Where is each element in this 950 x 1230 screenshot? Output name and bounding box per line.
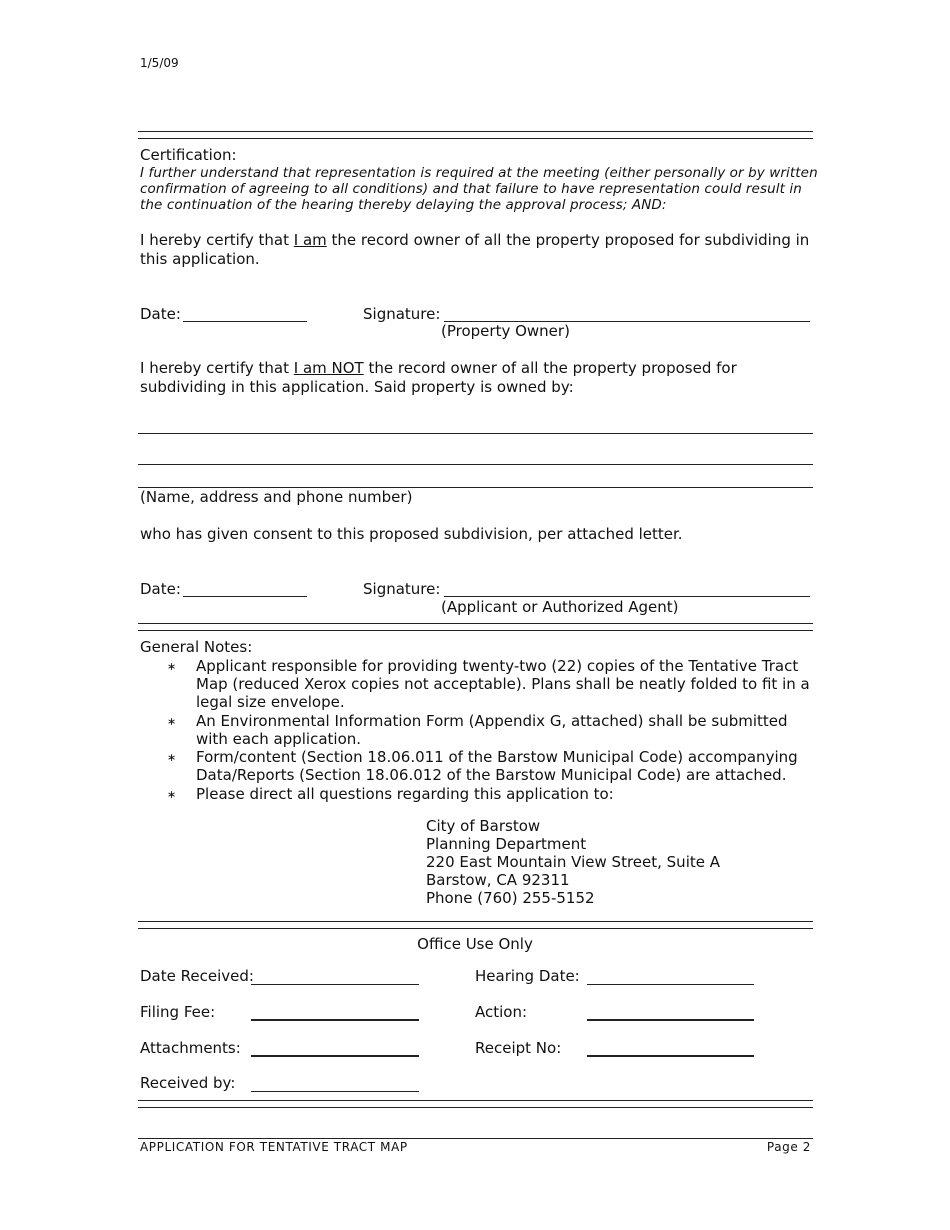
attachments-field[interactable] <box>251 1055 419 1057</box>
hearing-date-field[interactable] <box>587 984 754 985</box>
certification-heading: Certification: <box>140 146 237 164</box>
owner-certify-line2: this application. <box>140 250 260 268</box>
owner-info-line-2[interactable] <box>138 464 813 465</box>
owner-signature-label: Signature: <box>363 305 441 323</box>
owner-certify-prefix: I hereby certify that <box>140 231 294 249</box>
note-item-3: Form/content (Section 18.06.011 of the Barstow Municipal Code) accompanying Data/Reports (Section 18.06.012 of the Barstow Municipal Code) are attached. <box>196 748 798 784</box>
notes-divider <box>138 623 813 631</box>
not-owner-certify-suffix: the record owner of all the property proposed for <box>363 359 737 377</box>
revision-date: 1/5/09 <box>140 56 179 70</box>
attachments-label: Attachments: <box>140 1039 241 1057</box>
owner-info-line-1[interactable] <box>138 433 813 434</box>
owner-date-field[interactable] <box>183 321 307 322</box>
date-received-field[interactable] <box>251 984 419 985</box>
not-owner-certify-line2: subdividing in this application. Said property is owned by: <box>140 378 574 396</box>
contact-phone: Phone (760) 255-5152 <box>426 889 595 907</box>
received-by-field[interactable] <box>251 1091 419 1092</box>
contact-street: 220 East Mountain View Street, Suite A <box>426 853 720 871</box>
top-divider <box>138 131 813 139</box>
owner-certify-suffix: the record owner of all the property proposed for subdividing in <box>326 231 810 249</box>
agent-date-field[interactable] <box>183 596 307 597</box>
action-field[interactable] <box>587 1019 754 1021</box>
office-use-title: Office Use Only <box>417 935 533 953</box>
received-by-label: Received by: <box>140 1074 236 1092</box>
date-received-label: Date Received: <box>140 967 254 985</box>
contact-department: Planning Department <box>426 835 587 853</box>
general-notes-heading: General Notes: <box>140 638 253 656</box>
certification-statement: I further understand that representation is required at the meeting (either personally or by written confirmation of agreeing to all conditions) and that failure to have representation could result in the continuation of the hearing thereby delaying the approval process; AND: <box>140 165 818 213</box>
filing-fee-field[interactable] <box>251 1019 419 1021</box>
receipt-no-label: Receipt No: <box>475 1039 562 1057</box>
bullet-icon: ∗ <box>167 660 177 673</box>
office-divider <box>138 921 813 929</box>
owner-date-label: Date: <box>140 305 181 323</box>
agent-signature-field[interactable] <box>444 596 810 597</box>
action-label: Action: <box>475 1003 528 1021</box>
hearing-date-label: Hearing Date: <box>475 967 580 985</box>
contact-city: City of Barstow <box>426 817 541 835</box>
agent-date-label: Date: <box>140 580 181 598</box>
not-owner-certify-text <box>140 359 737 377</box>
receipt-no-field[interactable] <box>587 1055 754 1057</box>
contact-city-state-zip: Barstow, CA 92311 <box>426 871 570 889</box>
note-item-4: Please direct all questions regarding this application to: <box>196 785 614 803</box>
agent-signature-caption: (Applicant or Authorized Agent) <box>441 598 679 616</box>
bullet-icon: ∗ <box>167 788 177 801</box>
not-owner-certify-prefix: I hereby certify that <box>140 359 294 377</box>
filing-fee-label: Filing Fee: <box>140 1003 216 1021</box>
consent-text: who has given consent to this proposed subdivision, per attached letter. <box>140 525 683 543</box>
bottom-divider <box>138 1100 813 1108</box>
bullet-icon: ∗ <box>167 715 177 728</box>
contact-block <box>426 817 720 907</box>
note-item-1: Applicant responsible for providing twenty-two (22) copies of the Tentative Tract Map (reduced Xerox copies not acceptable). Plans shall be neatly folded to fit in a legal size envelope. <box>196 657 810 711</box>
owner-certify-emphasis: I am <box>293 231 327 249</box>
bullet-icon: ∗ <box>167 751 177 764</box>
owner-certify-text <box>140 231 809 249</box>
name-caption: (Name, address and phone number) <box>140 488 413 506</box>
footer-page-number: Page 2 <box>766 1140 811 1154</box>
note-item-2: An Environmental Information Form (Appendix G, attached) shall be submitted with each application. <box>196 712 788 748</box>
owner-signature-caption: (Property Owner) <box>441 322 570 340</box>
footer-form-title: APPLICATION FOR TENTATIVE TRACT MAP <box>140 1140 408 1154</box>
footer-rule <box>138 1138 813 1139</box>
agent-signature-label: Signature: <box>363 580 441 598</box>
not-owner-certify-emphasis: I am NOT <box>293 359 364 377</box>
